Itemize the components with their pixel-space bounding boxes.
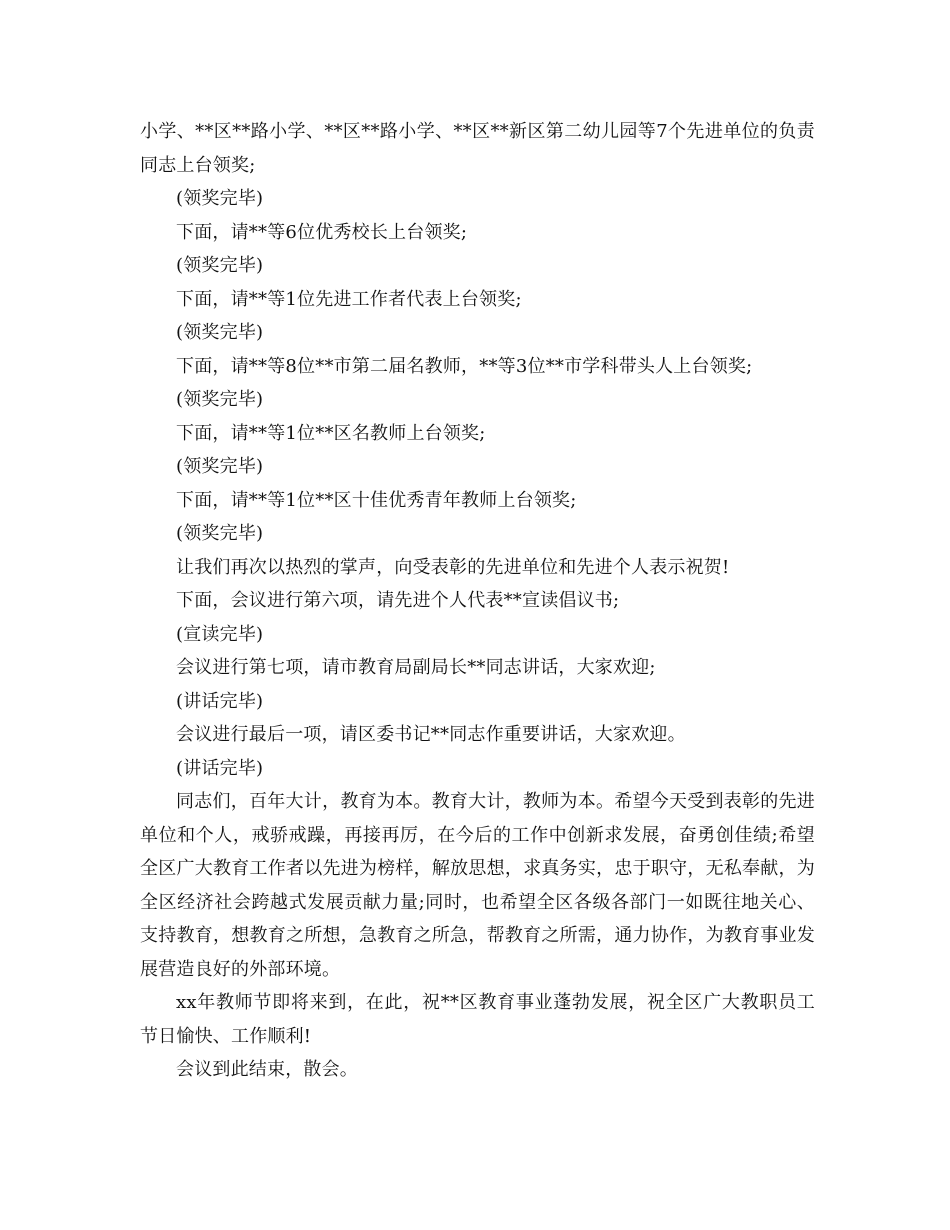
paragraph-4: (领奖完毕) — [176, 255, 264, 276]
paragraph-1: 小学、**区**路小学、**区**路小学、**区**新区第二幼儿园等7个先进单位的负责同志上台领奖; — [140, 121, 815, 176]
paragraph-22: 会议到此结束，散会。 — [176, 1059, 358, 1080]
paragraph-2: (领奖完毕) — [176, 188, 264, 209]
paragraph-19: (讲话完毕) — [176, 757, 264, 779]
paragraph-17: (讲话完毕) — [176, 690, 264, 712]
paragraph-13: 让我们再次以热烈的掌声，向受表彰的先进单位和先进个人表示祝贺! — [176, 556, 730, 578]
paragraph-20: 同志们，百年大计，教育为本。教育大计，教师为本。希望今天受到表彰的先进单位和个人，戒骄戒躁，再接再厉，在今后的工作中创新求发展，奋勇创佳绩;希望全区广大教育工作者以先进为榜样，解放思想，求真务实，忠于职守，无私奉献，为全区经济社会跨越式发展贡献力量;同时，也希望全区各级各部门一如既往地关心、支持教育，想教育之所想，急教育之所急，帮教育之所需，通力协作，为教育事业发展营造良好的外部环境。 — [140, 791, 815, 980]
paragraph-16: 会议进行第七项，请市教育局副局长**同志讲话，大家欢迎; — [176, 657, 656, 678]
paragraph-12: (领奖完毕) — [176, 523, 264, 544]
paragraph-15: (宣读完毕) — [176, 623, 264, 645]
paragraph-10: (领奖完毕) — [176, 456, 264, 477]
paragraph-3: 下面，请**等6位优秀校长上台领奖; — [176, 221, 468, 243]
paragraph-6: (领奖完毕) — [176, 322, 264, 343]
document-body — [140, 115, 815, 1087]
paragraph-14: 下面，会议进行第六项，请先进个人代表**宣读倡议书; — [176, 590, 620, 611]
paragraph-9: 下面，请**等1位**区名教师上台领奖; — [176, 422, 486, 444]
paragraph-5: 下面，请**等1位先进工作者代表上台领奖; — [176, 288, 522, 310]
paragraph-7: 下面，请**等8位**市第二届名教师，**等3位**市学科带头人上台领奖; — [176, 355, 753, 377]
paragraph-18: 会议进行最后一项，请区委书记**同志作重要讲话，大家欢迎。 — [176, 724, 686, 745]
paragraph-8: (领奖完毕) — [176, 389, 264, 410]
paragraph-21: xx年教师节即将来到，在此，祝**区教育事业蓬勃发展，祝全区广大教职员工节日愉快、工作顺利! — [140, 992, 815, 1047]
paragraph-11: 下面，请**等1位**区十佳优秀青年教师上台领奖; — [176, 489, 577, 511]
